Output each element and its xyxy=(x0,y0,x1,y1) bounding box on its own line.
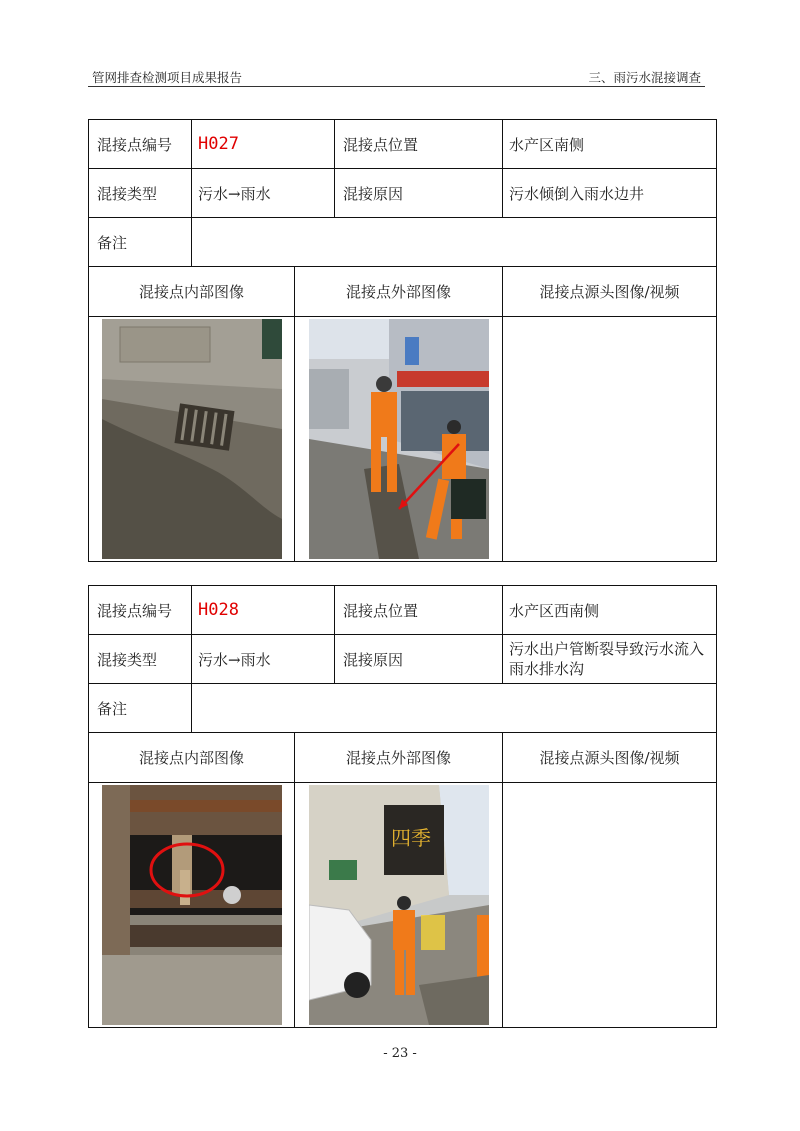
reason-value: 污水倾倒入雨水边井 xyxy=(503,169,717,218)
reason-label: 混接原因 xyxy=(335,169,503,218)
outer-photo-cell xyxy=(295,783,503,1028)
record-table-h028 xyxy=(88,585,717,1028)
outer-photo xyxy=(309,319,489,559)
code-label: 混接点编号 xyxy=(89,120,192,169)
type-label: 混接类型 xyxy=(89,169,192,218)
location-value: 水产区南侧 xyxy=(503,120,717,169)
report-title: 管网排查检测项目成果报告 xyxy=(92,70,243,85)
outer-photo xyxy=(309,785,489,1025)
source-photo-cell xyxy=(503,317,717,562)
source-image-header: 混接点源头图像/视频 xyxy=(503,733,717,783)
inner-photo-cell xyxy=(89,783,295,1028)
outer-image-header: 混接点外部图像 xyxy=(295,267,503,317)
inner-photo xyxy=(102,319,282,559)
outer-photo-cell xyxy=(295,317,503,562)
type-label: 混接类型 xyxy=(89,635,192,684)
page-header xyxy=(88,66,705,87)
inner-image-header: 混接点内部图像 xyxy=(89,733,295,783)
record-table-h027 xyxy=(88,119,717,562)
type-value: 污水→雨水 xyxy=(192,169,335,218)
remark-label: 备注 xyxy=(89,684,192,733)
type-value: 污水→雨水 xyxy=(192,635,335,684)
reason-value: 污水出户管断裂导致污水流入雨水排水沟 xyxy=(503,635,717,684)
shop-sign-text: 四季 xyxy=(390,826,431,850)
inner-photo-cell xyxy=(89,317,295,562)
code-label: 混接点编号 xyxy=(89,586,192,635)
location-label: 混接点位置 xyxy=(335,586,503,635)
code-value: H028 xyxy=(192,586,335,635)
source-photo-cell xyxy=(503,783,717,1028)
location-label: 混接点位置 xyxy=(335,120,503,169)
inner-image-header: 混接点内部图像 xyxy=(89,267,295,317)
reason-label: 混接原因 xyxy=(335,635,503,684)
location-value: 水产区西南侧 xyxy=(503,586,717,635)
source-image-header: 混接点源头图像/视频 xyxy=(503,267,717,317)
code-value: H027 xyxy=(192,120,335,169)
remark-value xyxy=(192,684,717,733)
remark-label: 备注 xyxy=(89,218,192,267)
page-number: - 23 - xyxy=(383,1046,417,1061)
section-title: 三、雨污水混接调查 xyxy=(588,70,701,85)
inner-photo xyxy=(102,785,282,1025)
remark-value xyxy=(192,218,717,267)
outer-image-header: 混接点外部图像 xyxy=(295,733,503,783)
